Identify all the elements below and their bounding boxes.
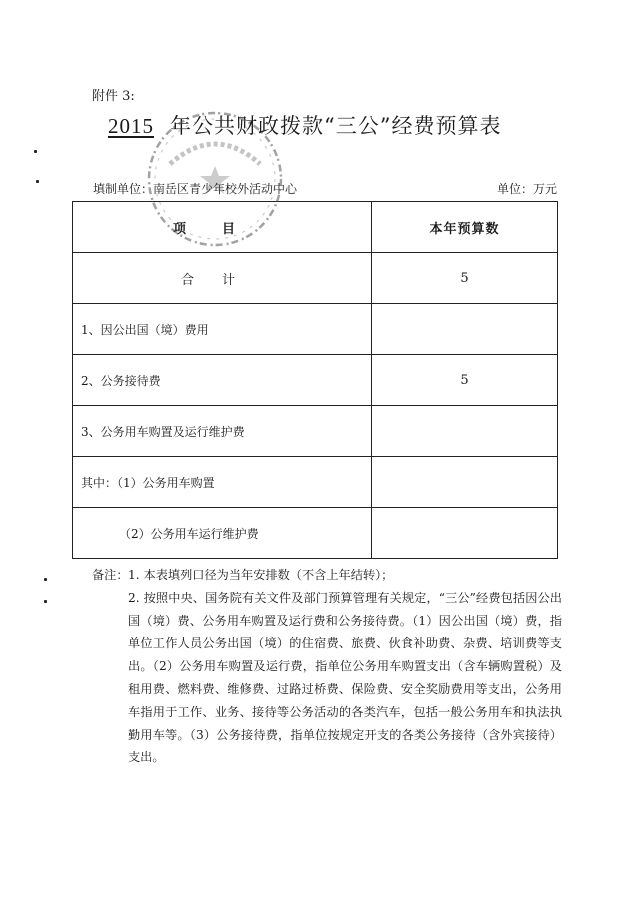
note-row-1	[92, 564, 562, 587]
scan-speck	[44, 578, 47, 581]
scan-speck	[36, 180, 39, 183]
title-year: 2015	[108, 114, 154, 138]
notes-section	[92, 564, 562, 769]
row-value	[372, 457, 558, 508]
row-item: 3、公务用车购置及运行维护费	[73, 406, 372, 457]
row-value: 5	[372, 355, 558, 406]
org-name: 南岳区青少年校外活动中心	[153, 182, 298, 196]
budget-table	[72, 201, 558, 559]
row-item: （2）公务用车运行维护费	[73, 508, 372, 559]
org-label: 填制单位：	[93, 182, 154, 196]
header-item-label: 项目	[172, 221, 271, 237]
row-item: 1、因公出国（境）费用	[73, 304, 372, 355]
row-value	[372, 304, 558, 355]
unit-label: 单位：万元	[496, 182, 557, 196]
row-item: 2、公务接待费	[73, 355, 372, 406]
notes-label: 备注：	[92, 568, 129, 582]
header-value-cell: 本年预算数	[372, 202, 558, 253]
scan-speck	[34, 150, 37, 153]
scan-speck	[44, 600, 47, 603]
row-value	[372, 508, 558, 559]
table-row	[73, 508, 558, 559]
table-header-row	[73, 202, 558, 253]
attachment-label: 附件 3:	[92, 89, 135, 104]
table-row	[73, 457, 558, 508]
row-value: 5	[372, 253, 558, 304]
page-title	[100, 110, 501, 140]
header-item-cell	[73, 202, 372, 253]
row-item: 合计	[73, 253, 372, 304]
note-item-2: 2. 按照中央、国务院有关文件及部门预算管理有关规定，“三公”经费包括因公出国（境）费、公务用车购置及运行费和公务接待费。（1）因公出国（境）费，指单位工作人员公务出国（境）的住宿费、旅费、伙食补助费、杂费、培训费等支出。（2）公务用车购置及运行费，指单位公务用车购置支出（含车辆购置税）及租用费、燃料费、维修费、过路过桥费、保险费、安全奖励费用等支出，公务用车指用于工作、业务、接待等公务活动的各类汽车，包括一般公务用车和执法执勤用车等。（3）公务接待费，指单位按规定开支的各类公务接待（含外宾接待）支出。	[128, 590, 562, 765]
note-item-1: 1. 本表填列口径为当年安排数（不含上年结转）；	[128, 568, 394, 582]
table-row	[73, 406, 558, 457]
title-text: 年公共财政拨款“三公”经费预算表	[170, 114, 502, 138]
org-info	[93, 180, 297, 197]
table-row	[73, 355, 558, 406]
row-item: 其中：（1）公务用车购置	[73, 457, 372, 508]
table-row	[73, 304, 558, 355]
row-value	[372, 406, 558, 457]
table-row-total	[73, 253, 558, 304]
